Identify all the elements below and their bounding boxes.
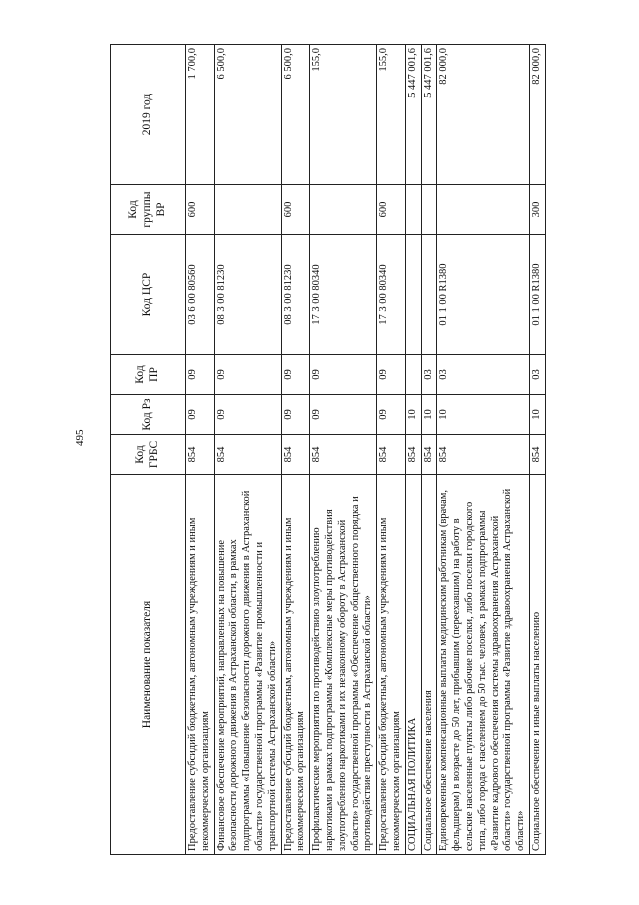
cell-pr bbox=[405, 355, 421, 395]
cell-grbs: 854 bbox=[437, 435, 530, 475]
cell-rz: 09 bbox=[214, 395, 281, 435]
header-vr: Код группы ВР bbox=[111, 185, 186, 235]
table-row bbox=[421, 45, 437, 855]
page-number: 495 bbox=[74, 429, 86, 446]
cell-pr: 09 bbox=[310, 355, 377, 395]
cell-csr bbox=[421, 235, 437, 355]
cell-pr: 09 bbox=[377, 355, 406, 395]
cell-rz: 10 bbox=[405, 395, 421, 435]
cell-grbs: 854 bbox=[214, 435, 281, 475]
cell-2019: 155,0 bbox=[310, 45, 377, 185]
cell-csr: 01 1 00 R1380 bbox=[437, 235, 530, 355]
rotated-table-container bbox=[110, 45, 542, 855]
cell-rz: 10 bbox=[421, 395, 437, 435]
table-row bbox=[437, 45, 530, 855]
table-row bbox=[310, 45, 377, 855]
cell-vr: 600 bbox=[281, 185, 310, 235]
header-2019: 2019 год bbox=[111, 45, 186, 185]
cell-2019: 82 000,0 bbox=[437, 45, 530, 185]
cell-rz: 10 bbox=[437, 395, 530, 435]
cell-csr: 08 3 00 81230 bbox=[281, 235, 310, 355]
cell-rz: 09 bbox=[186, 395, 215, 435]
cell-csr bbox=[405, 235, 421, 355]
table-row bbox=[281, 45, 310, 855]
cell-2019: 6 500,0 bbox=[281, 45, 310, 185]
table-row bbox=[214, 45, 281, 855]
header-name: Наименование показателя bbox=[111, 475, 186, 855]
cell-pr: 03 bbox=[437, 355, 530, 395]
header-rz: Код Рз bbox=[111, 395, 186, 435]
table-row bbox=[186, 45, 215, 855]
cell-name: Социальное обеспечение и иные выплаты населению bbox=[529, 475, 545, 855]
cell-vr bbox=[421, 185, 437, 235]
cell-name: Предоставление субсидий бюджетным, автономным учреждениям и иным некоммерческим организациям bbox=[186, 475, 215, 855]
cell-vr: 600 bbox=[377, 185, 406, 235]
header-row bbox=[111, 45, 186, 855]
cell-grbs: 854 bbox=[405, 435, 421, 475]
cell-pr: 09 bbox=[281, 355, 310, 395]
cell-rz: 09 bbox=[281, 395, 310, 435]
cell-pr: 09 bbox=[214, 355, 281, 395]
cell-pr: 03 bbox=[529, 355, 545, 395]
cell-csr: 01 1 00 R1380 bbox=[529, 235, 545, 355]
cell-vr bbox=[214, 185, 281, 235]
cell-grbs: 854 bbox=[529, 435, 545, 475]
cell-name: Единовременные компенсационные выплаты медицинским работникам (врачам, фельдшерам) в возрасте до 50 лет, прибывшим (переехавшим) на работу в сельские населенные пункты либо рабочие поселки, либо поселки городского типа, либо города с населением до 50 тыс. человек, в рамках подпрограммы «Развитие кадрового обеспечения системы здравоохранения Астраханской области» государственной программы «Развитие здравоохранения Астраханской области» bbox=[437, 475, 530, 855]
header-pr: Код ПР bbox=[111, 355, 186, 395]
cell-csr: 17 3 00 80340 bbox=[377, 235, 406, 355]
cell-grbs: 854 bbox=[186, 435, 215, 475]
cell-2019: 1 700,0 bbox=[186, 45, 215, 185]
cell-name: Профилактические мероприятия по противодействию злоупотреблению наркотиками в рамках подпрограммы «Комплексные меры противодействия злоупотреблению наркотиками и их незаконному обороту в Астраханской области» государственной программы «Обеспечение общественного порядка и противодействие преступности в Астраханской области» bbox=[310, 475, 377, 855]
cell-grbs: 854 bbox=[310, 435, 377, 475]
cell-rz: 09 bbox=[310, 395, 377, 435]
table-row bbox=[529, 45, 545, 855]
cell-csr: 08 3 00 81230 bbox=[214, 235, 281, 355]
cell-name: Предоставление субсидий бюджетным, автономным учреждениям и иным некоммерческим организациям bbox=[377, 475, 406, 855]
cell-2019: 6 500,0 bbox=[214, 45, 281, 185]
cell-vr: 300 bbox=[529, 185, 545, 235]
cell-pr: 09 bbox=[186, 355, 215, 395]
cell-rz: 09 bbox=[377, 395, 406, 435]
table-row bbox=[377, 45, 406, 855]
cell-csr: 17 3 00 80340 bbox=[310, 235, 377, 355]
cell-2019: 5 447 001,6 bbox=[421, 45, 437, 185]
cell-2019: 82 000,0 bbox=[529, 45, 545, 185]
cell-grbs: 854 bbox=[377, 435, 406, 475]
cell-name: Предоставление субсидий бюджетным, автономным учреждениям и иным некоммерческим организациям bbox=[281, 475, 310, 855]
cell-2019: 5 447 001,6 bbox=[405, 45, 421, 185]
cell-pr: 03 bbox=[421, 355, 437, 395]
cell-grbs: 854 bbox=[421, 435, 437, 475]
cell-vr bbox=[405, 185, 421, 235]
cell-grbs: 854 bbox=[281, 435, 310, 475]
header-grbs: Код ГРБС bbox=[111, 435, 186, 475]
cell-name: СОЦИАЛЬНАЯ ПОЛИТИКА bbox=[405, 475, 421, 855]
cell-vr: 600 bbox=[186, 185, 215, 235]
table-row bbox=[405, 45, 421, 855]
cell-name: Финансовое обеспечение мероприятий, направленных на повышение безопасности дорожного движения в Астраханской области, в рамках подпрограммы «Повышение безопасности дорожного движения в Астраханской области» государственной программы «Развитие промышленности и транспортной системы Астраханской области» bbox=[214, 475, 281, 855]
cell-name: Социальное обеспечение населения bbox=[421, 475, 437, 855]
cell-csr: 03 6 00 80560 bbox=[186, 235, 215, 355]
cell-vr bbox=[310, 185, 377, 235]
header-csr: Код ЦСР bbox=[111, 235, 186, 355]
cell-vr bbox=[437, 185, 530, 235]
budget-table bbox=[110, 44, 546, 855]
cell-rz: 10 bbox=[529, 395, 545, 435]
cell-2019: 155,0 bbox=[377, 45, 406, 185]
